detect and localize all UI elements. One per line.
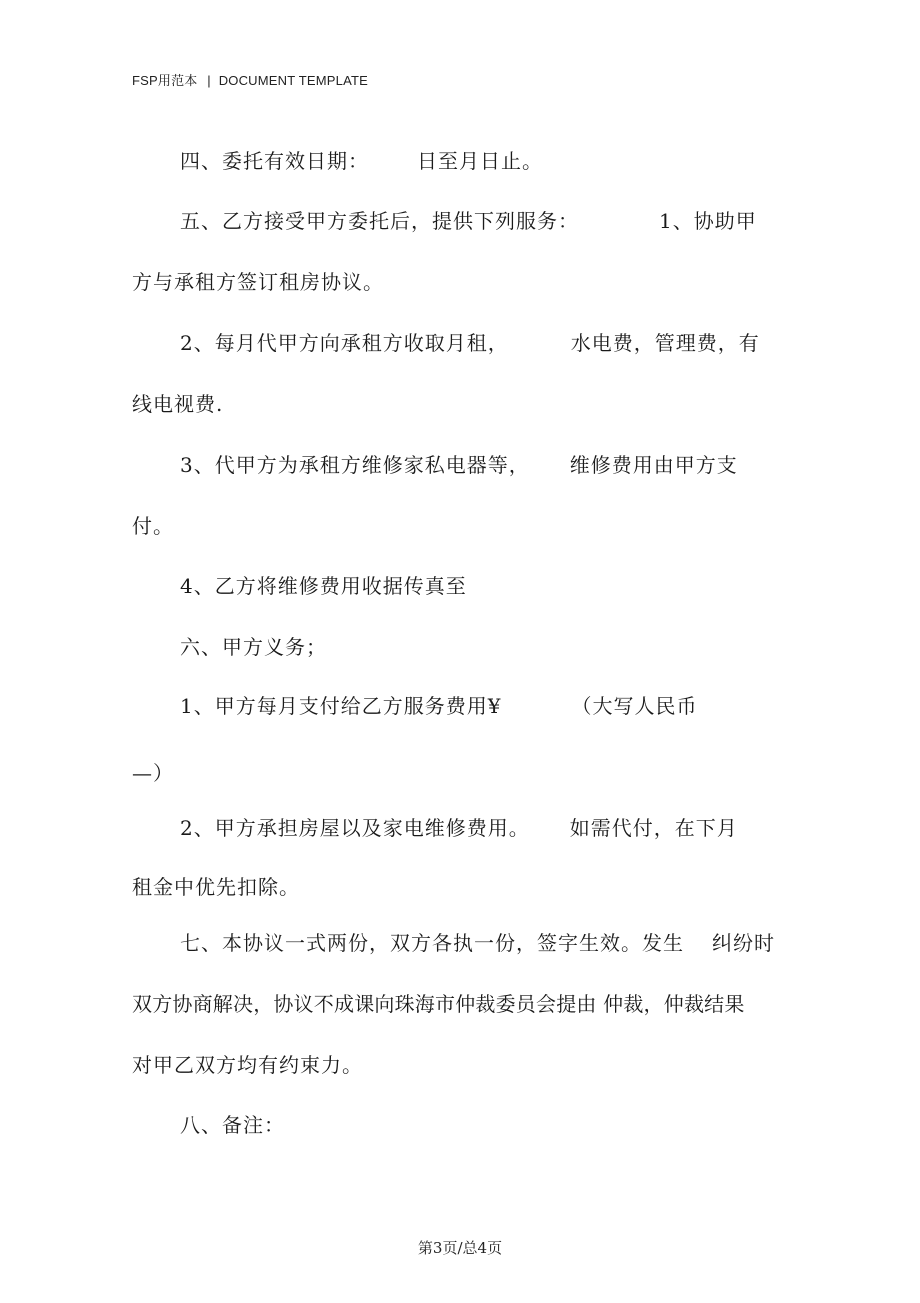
clause-5-2 [180, 330, 760, 356]
clause-7-text-a: 七、本协议一式两份，双方各执一份，签字生效。发生 [180, 931, 684, 955]
document-header [132, 70, 368, 89]
clause-6-2-cont: 租金中优先扣除。 [132, 875, 300, 899]
clause-5-3-text-a: 3、代甲方为承租方维修家私电器等， [180, 453, 530, 477]
clause-5 [180, 208, 757, 234]
clause-5-3-cont: 付。 [132, 514, 174, 538]
clause-6: 六、甲方义务； [180, 635, 327, 659]
clause-5-cont: 方与承租方签订租房协议。 [132, 270, 384, 294]
clause-6-1-text-b: （大写人民币 [571, 694, 698, 718]
clause-4-text-b: 日至月日止。 [417, 149, 543, 173]
page-number: 第3页/总4页 [417, 1239, 503, 1257]
clause-5-2-text-a: 2、每月代甲方向承租方收取月租， [180, 331, 509, 355]
clause-5-2-cont: 线电视费. [132, 392, 224, 416]
clause-7-cont-2: 对甲乙双方均有约束力。 [132, 1053, 363, 1077]
clause-6-1 [180, 693, 697, 719]
clause-5-2-text-b: 水电费，管理费，有 [570, 331, 760, 355]
clause-7-cont-1: 双方协商解决，协议不成课向珠海市仲裁委员会提由 仲裁，仲裁结果 [132, 992, 745, 1016]
clause-6-1-text-a: 1、甲方每月支付给乙方服务费用¥ [180, 694, 502, 718]
clause-5-text-a: 五、乙方接受甲方委托后，提供下列服务： [180, 209, 579, 233]
clause-6-2-text-b: 如需代付，在下月 [569, 816, 738, 840]
clause-7-text-b: 纠纷时 [712, 931, 775, 955]
clause-8: 八、备注： [180, 1113, 285, 1137]
clause-5-3-text-b: 维修费用由甲方支 [569, 453, 738, 477]
header-brand: FSP用范本 [132, 73, 198, 88]
clause-4-text-a: 四、委托有效日期： [180, 149, 369, 173]
header-separator: | [207, 73, 211, 88]
clause-7 [180, 930, 775, 956]
clause-4 [180, 148, 543, 174]
clause-5-text-b: 1、协助甲 [659, 209, 757, 233]
page-footer [0, 1237, 920, 1258]
clause-5-4: 4、乙方将维修费用收据传真至 [180, 574, 467, 598]
clause-6-2 [180, 815, 738, 841]
clause-6-2-text-a: 2、甲方承担房屋以及家电维修费用。 [180, 816, 530, 840]
clause-6-1-cont: —） [132, 761, 174, 785]
header-label: DOCUMENT TEMPLATE [218, 73, 368, 88]
clause-5-3 [180, 452, 738, 478]
